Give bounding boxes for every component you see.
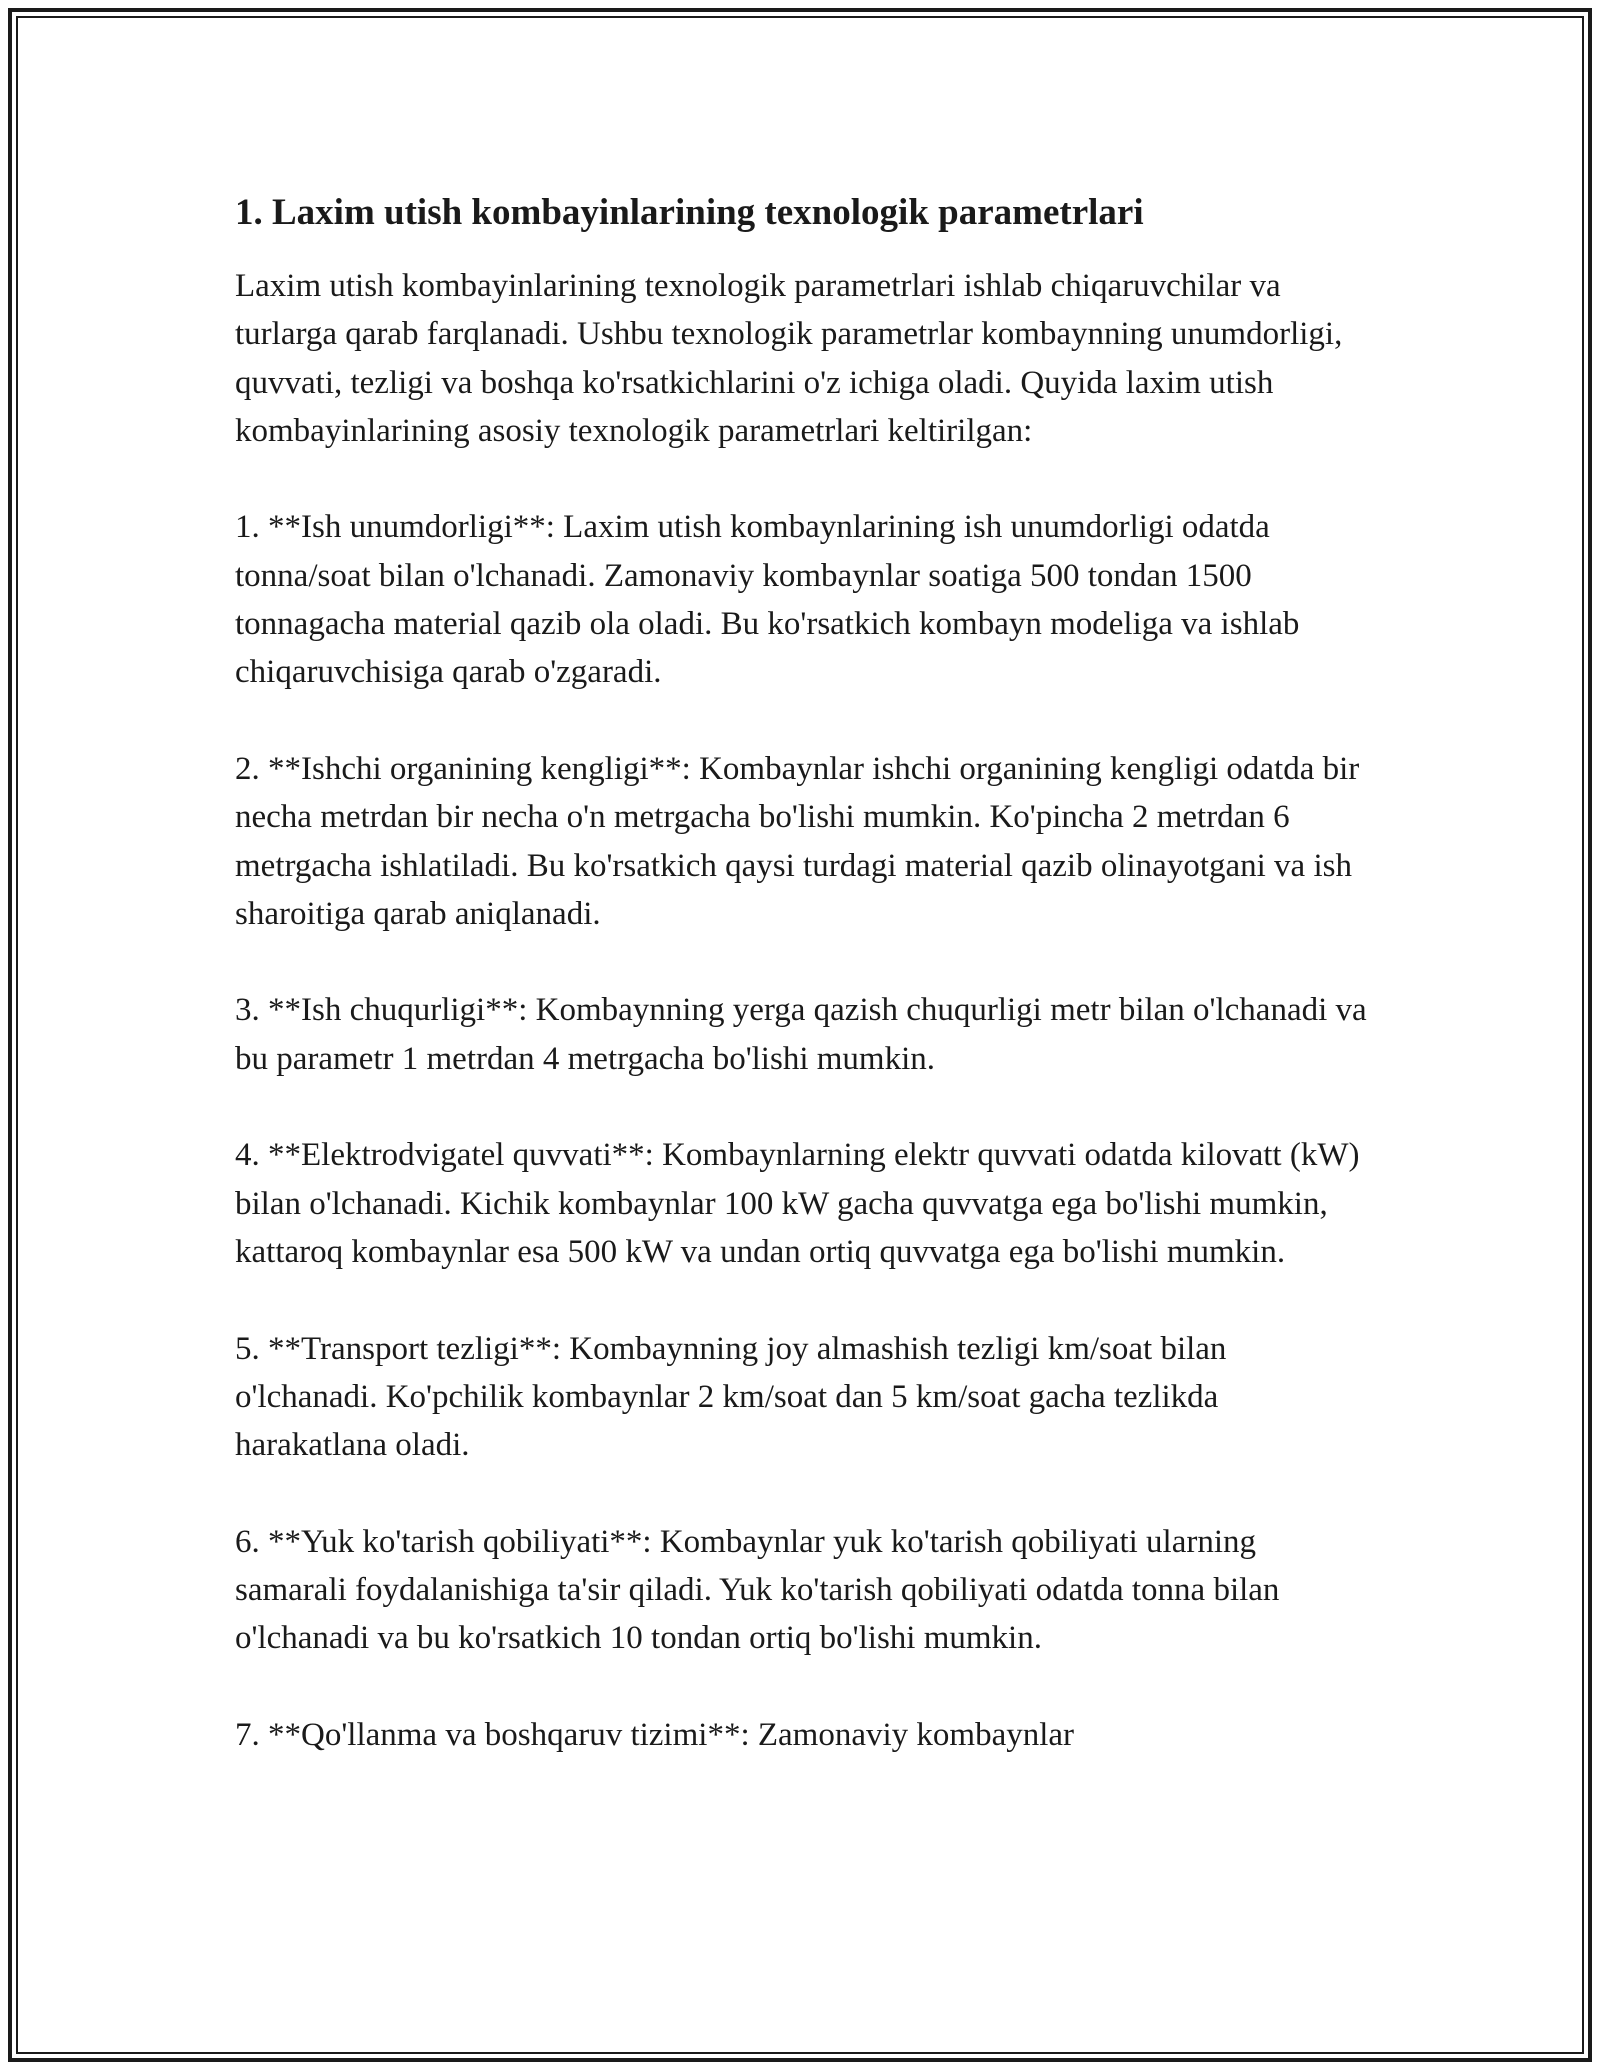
paragraph-gap (235, 1663, 1375, 1711)
paragraph-gap (235, 1469, 1375, 1517)
list-item-5: 5. **Transport tezligi**: Kombaynning joy almashish tezligi km/soat bilan o'lchanadi. Ko'pchilik kombaynlar 2 km/soat dan 5 km/soat gacha tezlikda harakatlana oladi. (235, 1330, 1227, 1464)
list-item-1: 1. **Ish unumdorligi**: Laxim utish kombaynlarining ish unumdorligi odatda tonna/soat bilan o'lchanadi. Zamonaviy kombaynlar soatiga 500 tondan 1500 tonnagacha material qazib ola oladi. Bu ko'rsatkich kombayn modeliga va ishlab chiqaruvchisiga qarab o'zgaradi. (235, 509, 1300, 691)
list-item-6: 6. **Yuk ko'tarish qobiliyati**: Kombaynlar yuk ko'tarish qobiliyati ularning samarali foydalanishiga ta'sir qiladi. Yuk ko'tarish qobiliyati odatda tonna bilan o'lchanadi va bu ko'rsatkich 10 tondan ortiq bo'lishi mumkin. (235, 1523, 1280, 1657)
paragraph-gap (235, 1276, 1375, 1324)
list-item-7: 7. **Qo'llanma va boshqaruv tizimi**: Zamonaviy kombaynlar (235, 1716, 1075, 1753)
intro-paragraph: Laxim utish kombayinlarining texnologik parametrlari ishlab chiqaruvchilar va turlarga qarab farqlanadi. Ushbu texnologik parametrlar kombaynning unumdorligi, quvvati, tezligi va boshqa ko'rsatkichlarini o'z ichiga oladi. Quyida laxim utish kombayinlarining asosiy texnologik parametrlari keltirilgan: (235, 268, 1343, 449)
list-item-3: 3. **Ish chuqurligi**: Kombaynning yerga qazish chuqurligi metr bilan o'lchanadi va bu parametr 1 metrdan 4 metrgacha bo'lishi mumkin. (235, 992, 1367, 1077)
document-body (235, 190, 1375, 1759)
paragraph-gap (235, 1083, 1375, 1131)
paragraph-gap (235, 455, 1375, 503)
list-item-4: 4. **Elektrodvigatel quvvati**: Kombaynlarning elektr quvvati odatda kilovatt (kW) bilan o'lchanadi. Kichik kombaynlar 100 kW gacha quvvatga ega bo'lishi mumkin, kattaroq kombaynlar esa 500 kW va undan ortiq quvvatga ega bo'lishi mumkin. (235, 1137, 1360, 1270)
list-item-2: 2. **Ishchi organining kengligi**: Kombaynlar ishchi organining kengligi odatda bir necha metrdan bir necha o'n metrgacha bo'lishi mumkin. Ko'pincha 2 metrdan 6 metrgacha ishlatiladi. Bu ko'rsatkich qaysi turdagi material qazib olinayotgani va ish sharoitiga qarab aniqlanadi. (235, 750, 1360, 932)
paragraph-gap (235, 697, 1375, 745)
document-title: 1. Laxim utish kombayinlarining texnologik parametrlari (235, 192, 1144, 233)
paragraph-gap (235, 938, 1375, 986)
